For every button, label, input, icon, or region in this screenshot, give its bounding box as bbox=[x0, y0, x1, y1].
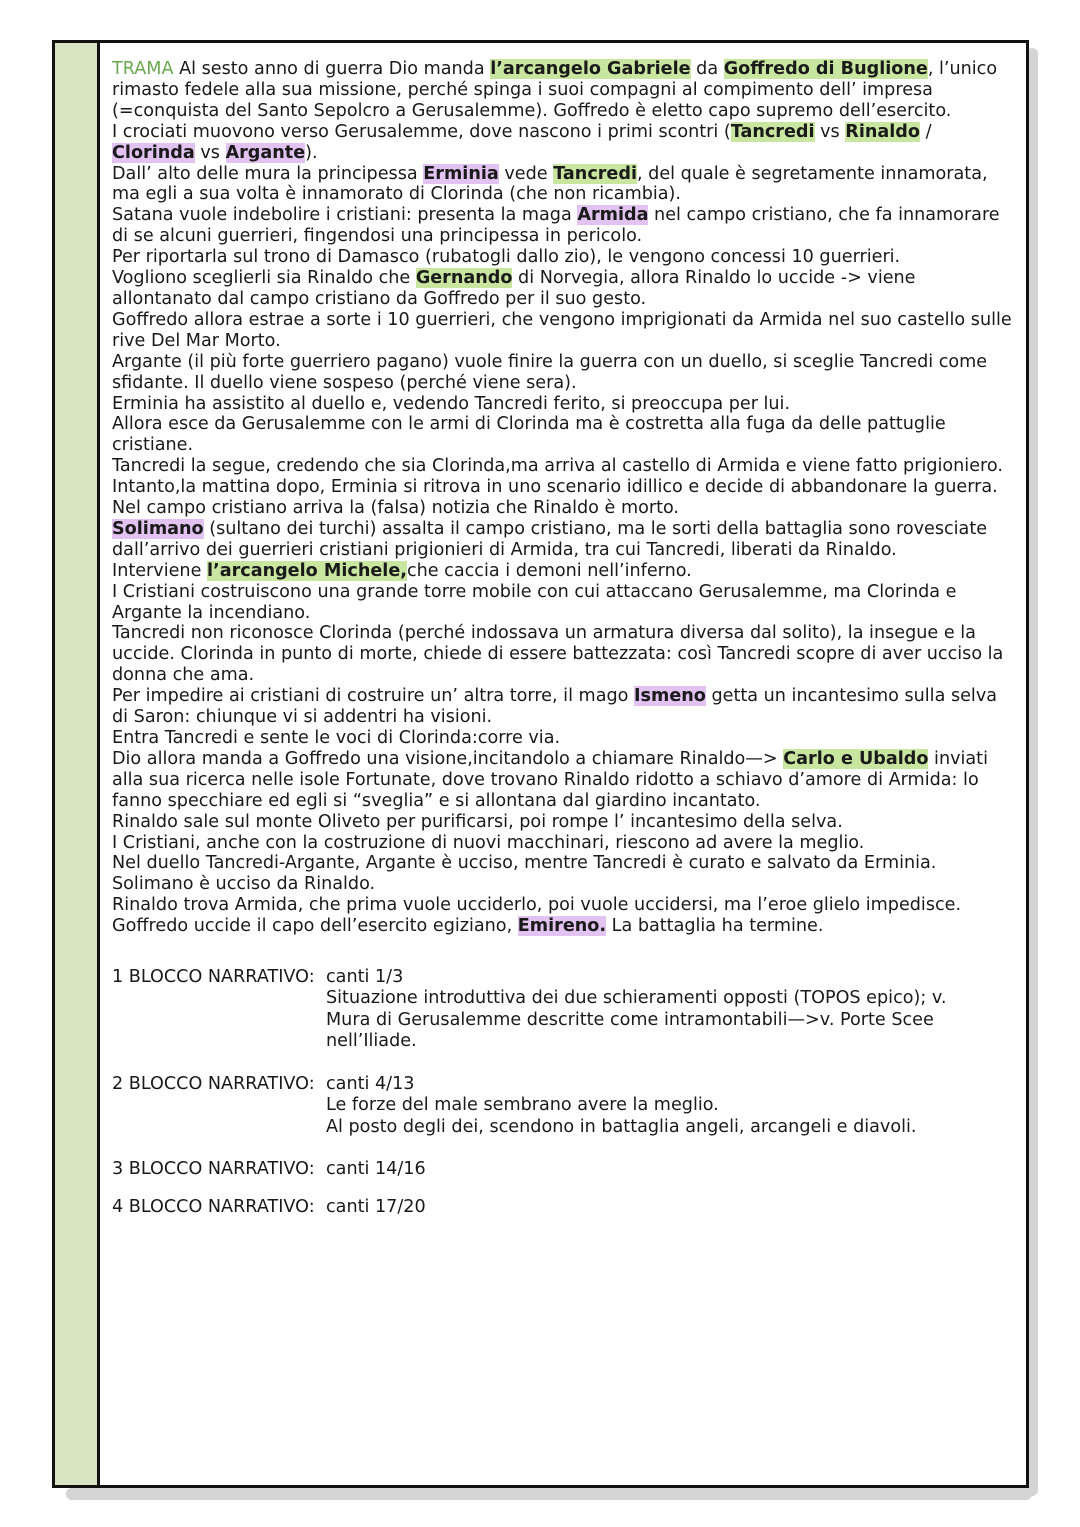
block-label: 4 BLOCCO NARRATIVO: bbox=[112, 1197, 315, 1218]
margin-strip bbox=[55, 43, 100, 1485]
highlight-green: l’arcangelo Gabriele bbox=[490, 59, 691, 79]
plot-paragraph bbox=[112, 582, 1012, 624]
block-body bbox=[326, 1159, 1012, 1180]
text-run: Per riportarla sul trono di Damasco (rubatogli dallo zio), le vengono concessi 10 guerrieri. bbox=[112, 247, 901, 268]
block-note: nell’Iliade. bbox=[326, 1031, 417, 1052]
text-run: Argante (il più forte guerriero pagano) vuole finire la guerra con un duello, si sceglie Tancredi come sfidante. Il duello viene sospeso (perché viene sera). bbox=[112, 351, 988, 393]
plot-paragraph bbox=[112, 352, 1012, 394]
block-spacer bbox=[112, 1053, 1012, 1074]
block-label: 3 BLOCCO NARRATIVO: bbox=[112, 1158, 315, 1179]
plot-paragraph bbox=[112, 164, 1012, 206]
block-body bbox=[326, 967, 1012, 1053]
highlight-purple: Emireno. bbox=[517, 916, 607, 937]
plot-paragraph bbox=[112, 874, 1012, 895]
highlight-purple: Clorinda bbox=[112, 142, 195, 163]
narrative-block bbox=[112, 1197, 1012, 1218]
text-run: Per impedire ai cristiani di costruire un’ altra torre, il mago bbox=[112, 686, 634, 707]
highlight-purple: Erminia bbox=[423, 163, 499, 184]
text-run: Dio allora manda a Goffredo una visione,incitandolo a chiamare Rinaldo—> bbox=[112, 748, 784, 769]
plot-paragraph bbox=[112, 749, 1012, 812]
text-run: / bbox=[920, 121, 932, 142]
highlight-green: Goffredo di Buglione bbox=[723, 59, 928, 79]
block-cantos: canti 17/20 bbox=[326, 1197, 426, 1218]
block-note: Mura di Gerusalemme descritte come intramontabili—>v. Porte Scee bbox=[326, 1009, 934, 1030]
plot-paragraph bbox=[112, 414, 1012, 456]
text-run: , del quale è segretamente innamorata, ma egli a sua volta è innamorato di Clorinda (che non ricambia). bbox=[112, 163, 988, 205]
text-run: Vogliono sceglierli sia Rinaldo che bbox=[112, 268, 416, 289]
plot-paragraph bbox=[112, 394, 1012, 415]
text-run: inviati alla sua ricerca nelle isole Fortunate, dove trovano Rinaldo ridotto a schiavo d’amore di Armida: lo fanno specchiare ed egli si “sveglia” e si allontana dal giardino incantato. bbox=[112, 748, 988, 811]
text-run: vs bbox=[194, 142, 226, 163]
text-run: I Cristiani costruiscono una grande torre mobile con cui attaccano Gerusalemme, ma Clorinda e Argante la incendiano. bbox=[112, 581, 957, 623]
text-run: Erminia ha assistito al duello e, vedendo Tancredi ferito, si preoccupa per lui. bbox=[112, 393, 791, 414]
highlight-green: Rinaldo bbox=[845, 121, 920, 142]
plot-paragraph bbox=[112, 310, 1012, 352]
narrative-block bbox=[112, 1159, 1012, 1180]
plot-paragraph bbox=[112, 59, 1012, 122]
text-run: Al sesto anno di guerra Dio manda bbox=[173, 59, 491, 79]
narrative-block bbox=[112, 967, 1012, 1053]
plot-paragraph bbox=[112, 268, 1012, 310]
highlight-purple: Argante bbox=[225, 142, 306, 163]
plot-paragraph bbox=[112, 686, 1012, 728]
text-run: Tancredi non riconosce Clorinda (perché indossava un armatura diversa dal solito), la insegue e la uccide. Clorinda in punto di morte, chiede di essere battezzata: così Tancredi scopre di aver ucciso la donna che ama. bbox=[112, 623, 1004, 686]
highlight-purple: Solimano bbox=[112, 518, 204, 539]
text-run: Rinaldo sale sul monte Oliveto per purificarsi, poi rompe l’ incantesimo della selva. bbox=[112, 811, 843, 832]
text-run: Nel duello Tancredi-Argante, Argante è ucciso, mentre Tancredi è curato e salvato da Erminia. bbox=[112, 853, 937, 874]
block-note: Situazione introduttiva dei due schieramenti opposti (TOPOS epico); v. bbox=[326, 988, 947, 1009]
block-spacer bbox=[112, 1138, 1012, 1159]
plot-paragraph bbox=[112, 247, 1012, 268]
highlight-green: Tancredi bbox=[553, 163, 637, 184]
plot-paragraph bbox=[112, 456, 1012, 477]
plot-paragraph bbox=[112, 895, 1012, 916]
text-run: , l’unico rimasto fedele alla sua missione, perché spinga i suoi compagni al compimento dell’ impresa (=conquista del Santo Sepolcro a Gerusalemme). Goffredo è eletto capo supremo dell’esercito. bbox=[112, 59, 998, 121]
text-run: Nel campo cristiano arriva la (falsa) notizia che Rinaldo è morto. bbox=[112, 498, 680, 519]
text-run: vs bbox=[814, 121, 846, 142]
plot-paragraph bbox=[112, 561, 1012, 582]
text-run: La battaglia ha termine. bbox=[606, 916, 824, 937]
block-body bbox=[326, 1197, 1012, 1218]
plot-paragraph bbox=[112, 728, 1012, 749]
plot-paragraph bbox=[112, 205, 1012, 247]
page-shadow-bottom bbox=[66, 1488, 1032, 1500]
text-run: nel campo cristiano, che fa innamorare di se alcuni guerrieri, fingendosi una principessa in pericolo. bbox=[112, 205, 1000, 247]
text-run: che caccia i demoni nell’inferno. bbox=[406, 560, 692, 581]
plot-paragraph bbox=[112, 122, 1012, 164]
block-note: Al posto degli dei, scendono in battaglia angeli, arcangeli e diavoli. bbox=[326, 1116, 917, 1137]
text-run: I crociati muovono verso Gerusalemme, dove nascono i primi scontri ( bbox=[112, 121, 731, 142]
block-label: 2 BLOCCO NARRATIVO: bbox=[112, 1073, 315, 1094]
block-cantos: canti 14/16 bbox=[326, 1158, 426, 1179]
text-run: Interviene bbox=[112, 560, 207, 581]
highlight-green: Gernando bbox=[415, 268, 513, 289]
plot-title: TRAMA bbox=[112, 59, 174, 79]
text-run: getta un incantesimo sulla selva di Saron: chiunque vi si addentri ha visioni. bbox=[112, 686, 998, 728]
note-page bbox=[52, 40, 1029, 1488]
block-cantos: canti 1/3 bbox=[326, 967, 404, 988]
plot-paragraph bbox=[112, 812, 1012, 833]
highlight-purple: Armida bbox=[577, 205, 649, 226]
plot-paragraph bbox=[112, 623, 1012, 686]
text-run: (sultano dei turchi) assalta il campo cristiano, ma le sorti della battaglia sono rovesciate dall’arrivo dei guerrieri cristiani prigionieri di Armida, tra cui Tancredi, liberati da Rinaldo. bbox=[112, 518, 988, 560]
plot-paragraph bbox=[112, 916, 1012, 937]
text-run: Tancredi la segue, credendo che sia Clorinda,ma arriva al castello di Armida e viene fatto prigioniero. bbox=[112, 456, 1003, 477]
text-run: Satana vuole indebolire i cristiani: presenta la maga bbox=[112, 205, 578, 226]
text-run: I Cristiani, anche con la costruzione di nuovi macchinari, riescono ad avere la meglio. bbox=[112, 832, 865, 853]
narrative-blocks bbox=[112, 967, 1012, 1219]
text-run: Entra Tancredi e sente le voci di Clorinda:corre via. bbox=[112, 728, 561, 748]
plot-paragraph bbox=[112, 853, 1012, 874]
text-run: da bbox=[690, 59, 724, 79]
plot-paragraph bbox=[112, 498, 1012, 519]
block-spacer bbox=[112, 1180, 1012, 1197]
block-note: Le forze del male sembrano avere la meglio. bbox=[326, 1095, 719, 1116]
text-run: Intanto,la mattina dopo, Erminia si ritrova in uno scenario idillico e decide di abbandonare la guerra. bbox=[112, 477, 998, 498]
text-run: ). bbox=[305, 142, 318, 163]
narrative-block bbox=[112, 1074, 1012, 1138]
page-content bbox=[112, 59, 1012, 1219]
plot-summary bbox=[112, 59, 1012, 937]
highlight-purple: Ismeno bbox=[634, 686, 706, 707]
text-run: Solimano è ucciso da Rinaldo. bbox=[112, 874, 376, 895]
text-run: vede bbox=[498, 163, 554, 184]
text-run: Rinaldo trova Armida, che prima vuole ucciderlo, poi vuole uccidersi, ma l’eroe glielo impedisce. bbox=[112, 895, 962, 916]
plot-paragraph bbox=[112, 519, 1012, 561]
text-run: Goffredo allora estrae a sorte i 10 guerrieri, che vengono imprigionati da Armida nel suo castello sulle rive Del Mar Morto. bbox=[112, 309, 1012, 351]
plot-paragraph bbox=[112, 477, 1012, 498]
text-run: Goffredo uccide il capo dell’esercito egiziano, bbox=[112, 916, 518, 937]
highlight-green: Carlo e Ubaldo bbox=[783, 748, 929, 769]
text-run: di Norvegia, allora Rinaldo lo uccide -> viene allontanato dal campo cristiano da Goffredo per il suo gesto. bbox=[112, 268, 916, 309]
block-cantos: canti 4/13 bbox=[326, 1073, 415, 1094]
text-run: Allora esce da Gerusalemme con le armi di Clorinda ma è costretta alla fuga da delle pattuglie cristiane. bbox=[112, 414, 946, 456]
text-run: Dall’ alto delle mura la principessa bbox=[112, 163, 424, 184]
block-label: 1 BLOCCO NARRATIVO: bbox=[112, 967, 315, 988]
block-body bbox=[326, 1074, 1012, 1138]
highlight-green: l’arcangelo Michele, bbox=[207, 560, 407, 581]
plot-paragraph bbox=[112, 833, 1012, 854]
highlight-green: Tancredi bbox=[730, 121, 815, 142]
